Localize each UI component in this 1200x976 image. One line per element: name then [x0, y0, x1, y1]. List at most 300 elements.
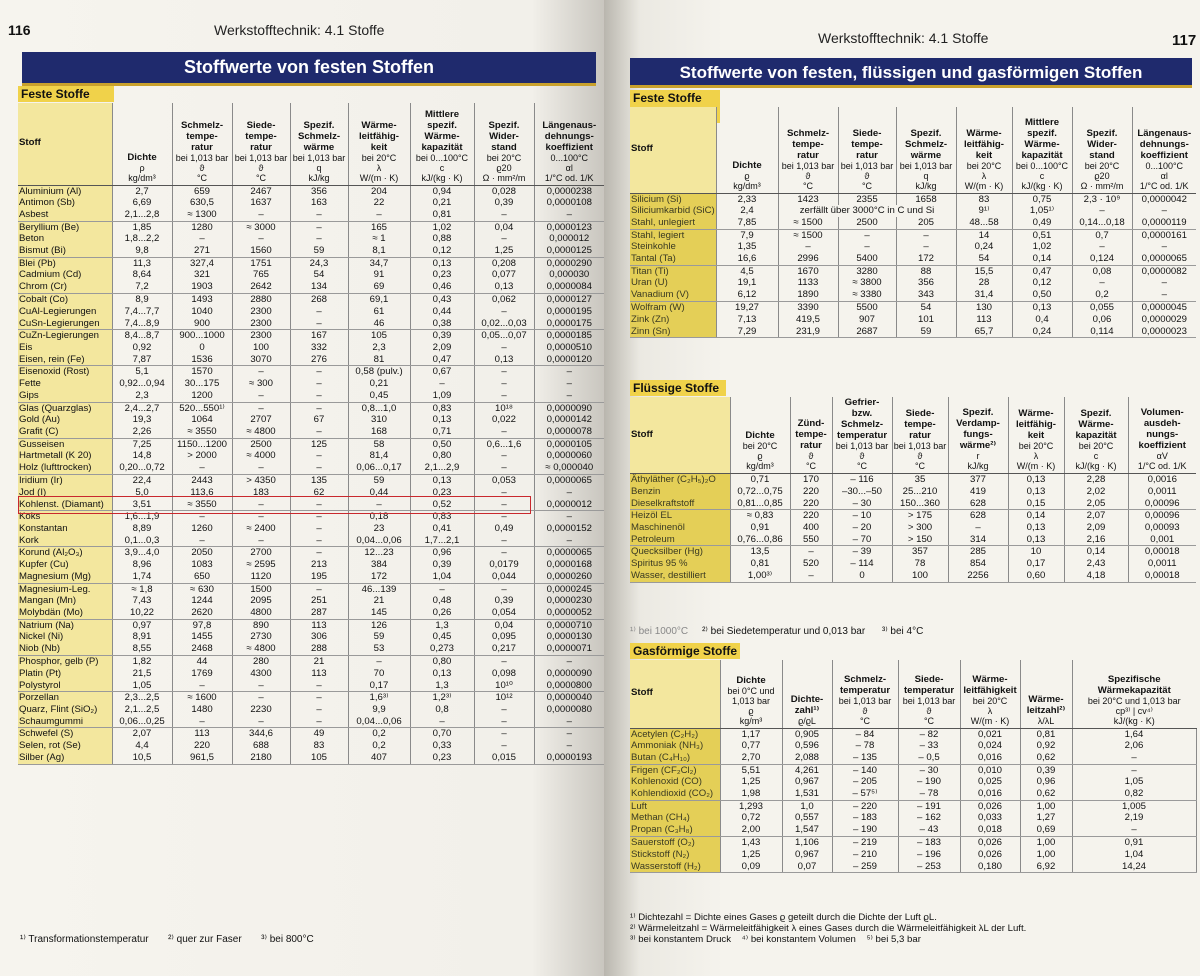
table-cell: 28	[956, 277, 1012, 289]
table-cell: 1,43	[720, 837, 782, 849]
table-cell: 0,0000082	[1132, 265, 1196, 277]
table-cell: 2,088	[782, 752, 832, 764]
table-cell: 0,39	[1020, 764, 1072, 776]
table-cell: 0,026	[960, 849, 1020, 861]
table-cell: 0,905	[782, 728, 832, 740]
material-name: Natrium (Na)	[18, 619, 112, 631]
material-name: Porzellan	[18, 692, 112, 704]
table-cell: – 0,5	[898, 752, 960, 764]
material-name: CuZn-Legierungen	[18, 330, 112, 342]
material-name: Kohlenoxid (CO)	[630, 776, 720, 788]
table-cell: 0,022	[474, 414, 534, 426]
table-cell: –	[290, 426, 348, 438]
table-row	[630, 837, 1196, 849]
table-row	[630, 217, 1196, 229]
table-cell: – 114	[832, 558, 892, 570]
table-cell: 0,12	[1012, 277, 1072, 289]
table-cell: 1,64	[1072, 728, 1196, 740]
table-cell: 0,18	[348, 511, 410, 523]
table-cell: 7,85	[716, 217, 778, 229]
table-row	[18, 475, 604, 487]
table-cell: 2,09	[1064, 522, 1128, 534]
table-row	[18, 281, 604, 293]
table-cell: 0,0011	[1128, 558, 1196, 570]
table-cell: 125	[290, 438, 348, 450]
table-cell: 0,02...0,03	[474, 318, 534, 330]
right-page	[604, 0, 1200, 976]
table-cell: 2700	[232, 547, 290, 559]
table-cell: 288	[290, 643, 348, 655]
table-cell: – 82	[898, 728, 960, 740]
table-cell: 3390	[778, 302, 838, 314]
material-name: Glas (Quarzglas)	[18, 402, 112, 414]
table-cell: 13,5	[730, 546, 790, 558]
table-cell: 0,04	[474, 221, 534, 233]
material-name: Butan (C₄H₁₀)	[630, 752, 720, 764]
col-header: Längenaus- dehnungs- koeffizient 0...100°C αl 1/°C od. 1/K	[1132, 107, 1196, 193]
table-cell: 0,39	[410, 330, 474, 342]
table-cell: 356	[290, 185, 348, 197]
table-cell: 0,0000125	[534, 245, 604, 257]
table-cell: 65,7	[956, 326, 1012, 338]
table-row	[18, 535, 604, 547]
table-cell: 2,3	[348, 342, 410, 354]
table-cell: –	[290, 233, 348, 245]
table-cell: – 33	[898, 740, 960, 752]
col-header: Volumen- ausdeh- nungs- koeffizient αV 1/°C od. 1/K	[1128, 397, 1196, 474]
col-header: Siede- tempe- ratur bei 1,013 bar ϑ °C	[232, 103, 290, 185]
table-row	[18, 221, 604, 233]
table-row	[18, 233, 604, 245]
table-cell: 0,0000023	[1132, 326, 1196, 338]
table-cell: 12...23	[348, 547, 410, 559]
table-cell: 9,9	[348, 704, 410, 716]
table-cell: 81	[348, 354, 410, 366]
footnote-1: ¹⁾ Transformationstemperatur	[20, 934, 149, 945]
table-cell: –	[232, 692, 290, 704]
table-cell: 0,001	[1128, 534, 1196, 546]
table-cell: 0,4	[1012, 314, 1072, 326]
table-cell: –	[172, 233, 232, 245]
table-row	[630, 558, 1196, 570]
table-cell: 2,70	[720, 752, 782, 764]
table-cell: 1,27	[1020, 812, 1072, 824]
col-header: Schmelz- temperatur bei 1,013 bar ϑ °C	[832, 660, 898, 728]
table-cell: 1,25	[720, 849, 782, 861]
col-header: Wärme- leitfähigkeit bei 20°C λ W/(m · K)	[960, 660, 1020, 728]
table-row	[18, 390, 604, 402]
table-cell: –	[172, 680, 232, 692]
table-cell: 900	[172, 318, 232, 330]
table-cell: 0,0000080	[534, 704, 604, 716]
table-cell: 0,72...0,75	[730, 486, 790, 498]
table-cell: 0,92...0,94	[112, 378, 172, 390]
col-header: Stoff	[630, 107, 716, 193]
material-name: Propan (C₃H₈)	[630, 824, 720, 836]
col-header: Schmelz- tempe- ratur bei 1,013 bar ϑ °C	[778, 107, 838, 193]
table-cell: 7,4...7,7	[112, 306, 172, 318]
table-cell: 1751	[232, 257, 290, 269]
table-row	[630, 326, 1196, 338]
table-cell: 19,1	[716, 277, 778, 289]
table-cell: 1,00	[1020, 837, 1072, 849]
table-cell: 0,62	[1020, 788, 1072, 800]
table-row	[18, 523, 604, 535]
table-cell: 0,14	[1008, 510, 1064, 522]
table-row	[630, 800, 1196, 812]
table-cell: – 20	[832, 522, 892, 534]
col-header: Wärme- leitfähig- keit bei 20°C λ W/(m · K)	[348, 103, 410, 185]
table-row	[630, 510, 1196, 522]
col-header: Spezif. Schmelz- wärme bei 1,013 bar q kJ/kg	[290, 103, 348, 185]
table-cell: 0,04...0,06	[348, 716, 410, 728]
table-cell: –	[348, 499, 410, 511]
table-cell: –	[232, 680, 290, 692]
table-cell: 0,14	[1064, 546, 1128, 558]
table-cell: 0,46	[410, 281, 474, 293]
table-cell: 10,22	[112, 607, 172, 619]
table-cell: 0,72	[720, 812, 782, 824]
table-cell: 7,25	[112, 438, 172, 450]
table-cell: – 183	[832, 812, 898, 824]
table-row	[630, 740, 1196, 752]
table-cell: – 43	[898, 824, 960, 836]
table-cell: 0,6...1,6	[474, 438, 534, 450]
table-cell: 0,13	[410, 668, 474, 680]
table-cell: 854	[948, 558, 1008, 570]
material-name: Stahl, legiert	[630, 229, 716, 241]
table-row	[18, 269, 604, 281]
table-cell: 2500	[232, 438, 290, 450]
table-row	[18, 655, 604, 667]
col-header: Siede- tempe- ratur bei 1,013 bar ϑ °C	[892, 397, 948, 474]
liquid-fn-2: ²⁾ bei Siedetemperatur und 0,013 bar	[702, 626, 866, 637]
table-cell: 195	[290, 571, 348, 583]
table-cell: 1,531	[782, 788, 832, 800]
table-cell: 2230	[232, 704, 290, 716]
table-cell: 2355	[838, 193, 896, 205]
table-cell: 2730	[232, 631, 290, 643]
table-row	[18, 668, 604, 680]
material-name: Äthyläther (C₂H₅)₂O	[630, 474, 730, 486]
table-cell: 1637	[232, 197, 290, 209]
table-cell: 0,23	[410, 269, 474, 281]
table-cell: 81,4	[348, 450, 410, 462]
table-row	[18, 704, 604, 716]
table-cell: 150...360	[892, 498, 948, 510]
table-cell: ≈ 3550	[172, 426, 232, 438]
table-cell: –	[290, 511, 348, 523]
table-cell: ≈ 1500	[778, 217, 838, 229]
table-cell: –	[474, 450, 534, 462]
gas-fn-3: ³⁾ bei konstantem Druck	[630, 934, 731, 945]
table-cell: 4800	[232, 607, 290, 619]
table-cell: –	[1072, 277, 1132, 289]
table-cell: 220	[172, 740, 232, 752]
table-cell: 0,016	[960, 752, 1020, 764]
col-header: Dichte bei 0°C und 1,013 bar ϱ kg/m³	[720, 660, 782, 728]
table-cell: > 150	[892, 534, 948, 546]
table-cell: 1,04	[410, 571, 474, 583]
gas-fn-2: ²⁾ Wärmeleitzahl = Wärmeleitfähigkeit λ eines Gases durch die Wärmeleitfähigkeit λL der Luft.	[630, 923, 1027, 934]
table-cell: 0,39	[474, 197, 534, 209]
table-cell: 0,0000142	[534, 414, 604, 426]
table-cell: 1260	[172, 523, 232, 535]
table-cell: 183	[232, 487, 290, 499]
table-cell: 1,005	[1072, 800, 1196, 812]
material-name: Magnesium (Mg)	[18, 571, 112, 583]
table-cell: 0,0000168	[534, 559, 604, 571]
col-header: Wärme- leitfähig- keit bei 20°C λ W/(m · K)	[1008, 397, 1064, 474]
table-cell: 100	[232, 342, 290, 354]
section-label: Feste Stoffe	[633, 91, 702, 105]
left-footnotes	[20, 934, 314, 945]
material-name: Mangan (Mn)	[18, 595, 112, 607]
col-header: Stoff	[630, 397, 730, 474]
table-cell: 0,0000060	[534, 450, 604, 462]
table-cell: 377	[948, 474, 1008, 486]
table-row	[18, 571, 604, 583]
table-row	[630, 849, 1196, 861]
table-cell: 0,39	[410, 559, 474, 571]
right-title: Stoffwerte von festen, flüssigen und gasförmigen Stoffen	[630, 58, 1192, 88]
table-cell: 5500	[838, 302, 896, 314]
table-cell: 172	[348, 571, 410, 583]
table-cell: –	[290, 306, 348, 318]
table-row	[630, 193, 1196, 205]
table-cell: 0,0000195	[534, 306, 604, 318]
table-cell: – 84	[832, 728, 898, 740]
table-row	[630, 498, 1196, 510]
table-cell: 0,0000119	[1132, 217, 1196, 229]
col-header: Wärme- leitzahl²⁾ λ/λL	[1020, 660, 1072, 728]
table-cell: –	[474, 740, 534, 752]
table-cell: 961,5	[172, 752, 232, 764]
table-cell: –	[474, 378, 534, 390]
left-running-header: Werkstofftechnik: 4.1 Stoffe	[214, 22, 385, 38]
table-cell: – 135	[832, 752, 898, 764]
table-row	[18, 607, 604, 619]
table-cell: > 4350	[232, 475, 290, 487]
table-cell: ≈ 3380	[838, 289, 896, 301]
table-cell: 0,45	[410, 631, 474, 643]
table-cell: –	[1132, 289, 1196, 301]
table-cell: 0,0000130	[534, 631, 604, 643]
table-cell: 83	[290, 740, 348, 752]
table-cell: 0,13	[410, 475, 474, 487]
table-cell: –	[348, 209, 410, 221]
table-cell: 0,8...1,0	[348, 402, 410, 414]
table-cell: 0,21	[348, 378, 410, 390]
table-cell: –	[474, 390, 534, 402]
material-name: Wasser, destilliert	[630, 570, 730, 582]
table-cell: 0,016	[960, 788, 1020, 800]
table-cell: 31,4	[956, 289, 1012, 301]
table-cell: > 300	[892, 522, 948, 534]
table-cell: – 70	[832, 534, 892, 546]
table-cell: 3,9...4,0	[112, 547, 172, 559]
table-cell: –	[1072, 824, 1196, 836]
col-header: Längenaus- dehnungs- koeffizient 0...100°C αl 1/°C od. 1/K	[534, 103, 604, 185]
table-cell: 113	[290, 619, 348, 631]
material-name: Nickel (Ni)	[18, 631, 112, 643]
table-cell: 19,3	[112, 414, 172, 426]
material-name: Quecksilber (Hg)	[630, 546, 730, 558]
table-cell: 1040	[172, 306, 232, 318]
table-cell: 0,054	[474, 607, 534, 619]
table-cell: 1455	[172, 631, 232, 643]
table-cell: ≈ 0,83	[730, 510, 790, 522]
material-name: Cadmium (Cd)	[18, 269, 112, 281]
table-cell: ≈ 300	[232, 378, 290, 390]
material-name: Selen, rot (Se)	[18, 740, 112, 752]
table-cell: 2256	[948, 570, 1008, 582]
table-cell: 0,0000078	[534, 426, 604, 438]
table-cell: 0,12	[410, 245, 474, 257]
material-name: Eis	[18, 342, 112, 354]
table-cell: –	[1072, 764, 1196, 776]
table-cell: 0,208	[474, 257, 534, 269]
table-cell: 88	[896, 265, 956, 277]
table-cell: 113	[172, 728, 232, 740]
table-cell: ≈ 3000	[232, 221, 290, 233]
table-cell: 1,09	[410, 390, 474, 402]
table-cell: 0,0000120	[534, 354, 604, 366]
table-cell: –30...–50	[832, 486, 892, 498]
table-cell: 0,13	[1008, 486, 1064, 498]
gas-table	[630, 660, 1196, 873]
material-name: Hartmetall (K 20)	[18, 450, 112, 462]
table-row	[18, 547, 604, 559]
table-row	[630, 265, 1196, 277]
table-cell: 0,0000090	[534, 668, 604, 680]
table-cell: 0,67	[410, 366, 474, 378]
footnote-3: ³⁾ bei 800°C	[261, 934, 314, 945]
table-cell: 0,92	[1020, 740, 1072, 752]
table-row	[630, 229, 1196, 241]
table-cell: 0,053	[474, 475, 534, 487]
table-cell: 8,1	[348, 245, 410, 257]
table-cell: 419,5	[778, 314, 838, 326]
table-cell: 0,13	[1008, 474, 1064, 486]
material-name: Frigen (CF₂Cl₂)	[630, 764, 720, 776]
table-cell: 23	[348, 523, 410, 535]
table-cell: –	[290, 499, 348, 511]
material-name: Siliciumkarbid (SiC)	[631, 205, 715, 217]
table-row	[630, 534, 1196, 546]
table-cell: 0,39	[474, 595, 534, 607]
material-name: Grafit (C)	[18, 426, 112, 438]
table-cell: –	[1072, 752, 1196, 764]
table-cell: 9,8	[112, 245, 172, 257]
gas-fn-4: ⁴⁾ bei konstantem Volumen	[741, 934, 856, 945]
table-cell: 0,026	[960, 837, 1020, 849]
table-cell: 145	[348, 607, 410, 619]
table-cell: 9¹⁾	[956, 205, 1012, 217]
table-cell: 220	[790, 486, 832, 498]
table-cell: 0,50	[410, 438, 474, 450]
table-cell: 659	[172, 185, 232, 197]
table-cell: 2,3 · 10⁹	[1072, 193, 1132, 205]
table-cell: 7,9	[716, 229, 778, 241]
table-cell: –	[348, 655, 410, 667]
table-cell: – 219	[832, 837, 898, 849]
table-cell: 0,0000065	[534, 475, 604, 487]
table-cell: 0,45	[348, 390, 410, 402]
material-name: CuSn-Legierungen	[18, 318, 112, 330]
table-row	[630, 570, 1196, 582]
table-cell: 0,20...0,72	[112, 462, 172, 474]
table-cell: – 190	[832, 824, 898, 836]
table-cell: 0,0000260	[534, 571, 604, 583]
table-cell: 0,0000245	[534, 583, 604, 595]
table-cell: 7,2	[112, 281, 172, 293]
table-cell: –	[474, 547, 534, 559]
table-cell: 0,00096	[1128, 510, 1196, 522]
table-cell: –	[1072, 205, 1132, 217]
material-name: Zinn (Sn)	[630, 326, 716, 338]
table-cell: –	[290, 583, 348, 595]
table-cell: 0,026	[960, 800, 1020, 812]
table-row	[18, 318, 604, 330]
table-cell: > 2000	[172, 450, 232, 462]
table-cell: 276	[290, 354, 348, 366]
table-row	[630, 776, 1196, 788]
table-cell: 0,81	[1020, 728, 1072, 740]
material-name: Steinkohle	[630, 241, 716, 253]
table-cell: 356	[896, 277, 956, 289]
left-data-table	[18, 103, 604, 765]
col-header: Gefrier- bzw. Schmelz- temperatur bei 1,013 bar ϑ °C	[832, 397, 892, 474]
table-cell: – 30	[898, 764, 960, 776]
table-cell: 0,0000238	[534, 185, 604, 197]
table-cell: 7,13	[716, 314, 778, 326]
table-cell: – 190	[898, 776, 960, 788]
table-cell: 520	[790, 558, 832, 570]
table-cell: 520...550¹⁾	[172, 402, 232, 414]
table-cell: 130	[956, 302, 1012, 314]
table-cell: 0,0000290	[534, 257, 604, 269]
table-cell: 10¹⁰	[474, 680, 534, 692]
col-header: Dichte ϱ kg/dm³	[716, 107, 778, 193]
table-cell: 384	[348, 559, 410, 571]
table-cell: 0,00096	[1128, 498, 1196, 510]
table-cell: –	[474, 487, 534, 499]
table-cell: 321	[172, 269, 232, 281]
table-cell: 0,17	[348, 680, 410, 692]
table-cell: 48...58	[956, 217, 1012, 229]
table-cell: 0	[832, 570, 892, 582]
material-name: Kork	[18, 535, 112, 547]
material-name: Silber (Ag)	[18, 752, 112, 764]
table-cell: 2050	[172, 547, 232, 559]
table-cell: 0,94	[410, 185, 474, 197]
table-cell: 0,2	[1072, 289, 1132, 301]
table-cell: 2687	[838, 326, 896, 338]
table-cell: 59	[348, 631, 410, 643]
table-cell: 2468	[172, 643, 232, 655]
material-name: Kohlendioxid (CO₂)	[630, 788, 720, 800]
table-cell: 2,05	[1064, 498, 1128, 510]
table-cell: 2996	[778, 253, 838, 265]
table-cell: 0,80	[410, 655, 474, 667]
table-cell: –	[474, 583, 534, 595]
table-cell: –	[1132, 205, 1196, 217]
material-name: Spiritus 95 %	[630, 558, 730, 570]
table-cell: 5,0	[112, 487, 172, 499]
table-cell: 0,14...0,18	[1072, 217, 1132, 229]
table-cell: –	[474, 499, 534, 511]
